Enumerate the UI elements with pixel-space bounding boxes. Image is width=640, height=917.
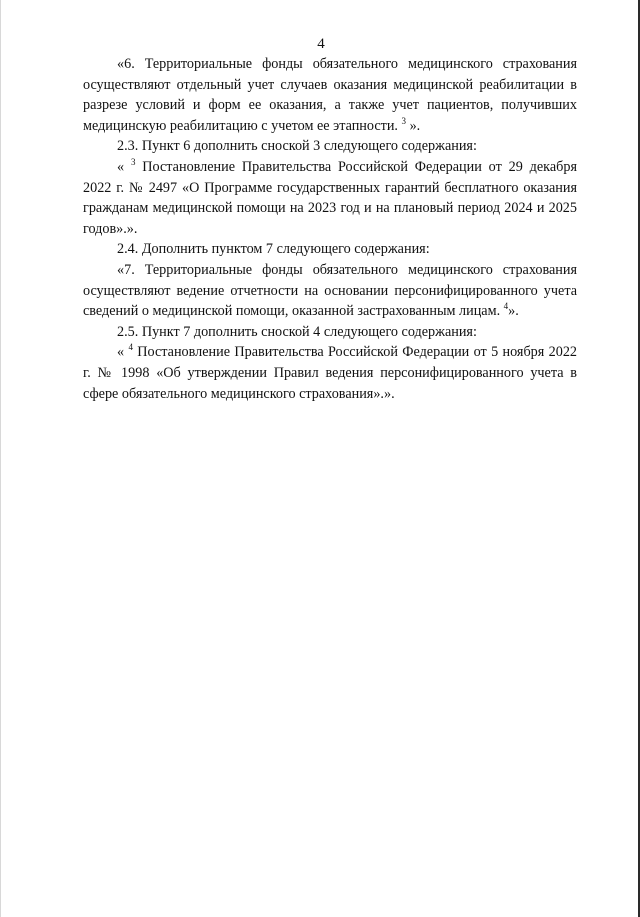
paragraph-item-6 <box>83 54 577 136</box>
paragraph-2-4 <box>83 239 577 260</box>
paragraph-text: «7. Территориальные фонды обязательного медицинского страхования осуществляют ведение отчетности на основании персонифицированного учета сведений о медицинской помощи, оказанной застрахованным лицам. <box>83 261 577 320</box>
paragraph-text: 2.3. Пункт 6 дополнить сноской 3 следующего содержания: <box>117 138 477 155</box>
footnote-ref: 3 <box>130 156 136 167</box>
paragraph-text: « <box>117 158 131 175</box>
paragraph-item-7 <box>83 260 577 322</box>
footnote-ref: 4 <box>503 301 509 312</box>
paragraph-2-5 <box>83 322 577 343</box>
paragraph-text: Постановление Правительства Российской Федерации от 5 ноября 2022 г. № 1998 «Об утверждении Правил ведения персонифицированного учета в сфере обязательного медицинского страхования».». <box>83 344 578 402</box>
paragraph-footnote-4 <box>83 342 577 404</box>
paragraph-2-3 <box>83 136 577 157</box>
paragraph-text: « <box>117 344 129 361</box>
footnote-ref: 3 <box>401 115 407 126</box>
page-number: 4 <box>317 36 325 52</box>
paragraph-text: «6. Территориальные фонды обязательного медицинского страхования осуществляют отдельный учет случаев оказания медицинской реабилитации в разрезе условий и форм ее оказания, а также учет пациентов, получивших медицинскую реабилитацию с учетом ее этапности. <box>83 56 577 134</box>
footnote-ref: 4 <box>128 342 133 353</box>
paragraph-text: ». <box>508 303 519 320</box>
paragraph-footnote-3 <box>83 157 577 239</box>
paragraph-text: 2.4. Дополнить пунктом 7 следующего содержания: <box>117 241 430 258</box>
paragraph-text: Постановление Правительства Российской Федерации от 29 декабря 2022 г. № 2497 «О Программе государственных гарантий бесплатного оказания гражданам медицинской помощи на 2023 год и на плановый период 2024 и 2025 годов».». <box>83 158 577 237</box>
document-body <box>83 54 577 404</box>
paragraph-text: 2.5. Пункт 7 дополнить сноской 4 следующего содержания: <box>117 323 477 340</box>
paragraph-text: ». <box>406 117 421 134</box>
